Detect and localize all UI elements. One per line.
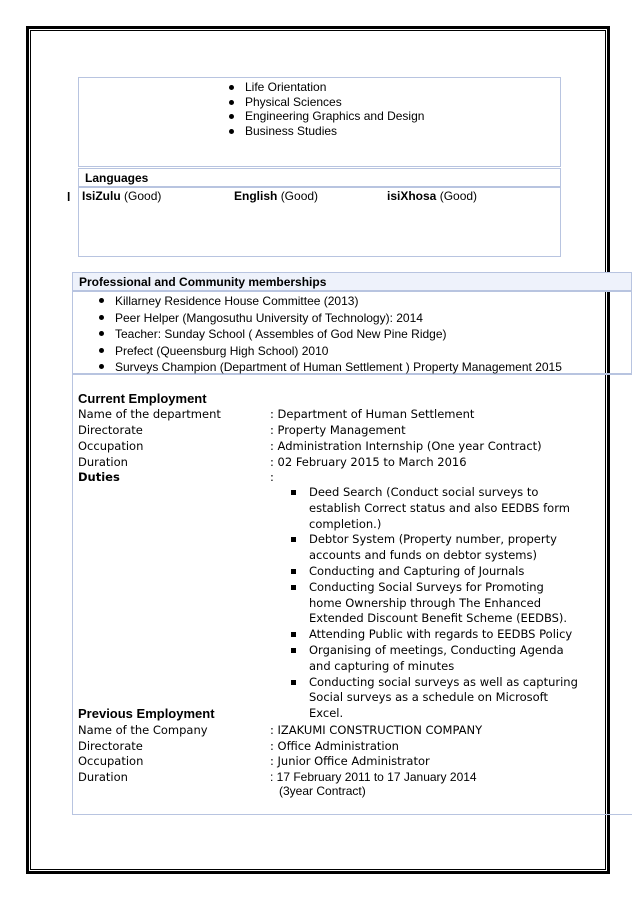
language-item-isizulu	[82, 189, 161, 203]
previous-field-label: Duration	[78, 770, 128, 784]
duty-item: Deed Search (Conduct social surveys to establish Correct status and also EEDBS form completion.)	[290, 485, 580, 532]
duties-list	[290, 485, 580, 722]
previous-field-label: Directorate	[78, 739, 143, 753]
previous-employment-title: Previous Employment	[78, 706, 215, 721]
current-field-value: : Property Management	[270, 423, 406, 437]
subject-item: Business Studies	[228, 124, 424, 139]
previous-field-value: : 17 February 2011 to 17 January 2014	[270, 770, 477, 784]
language-level: (Good)	[439, 189, 478, 203]
language-name: isiXhosa	[387, 189, 437, 203]
previous-field-value: : Junior Office Administrator	[270, 754, 430, 768]
subject-item: Life Orientation	[228, 80, 424, 95]
language-item-english	[234, 189, 318, 203]
current-field-value: : Administration Internship (One year Contract)	[270, 439, 542, 453]
previous-field-label: Occupation	[78, 754, 144, 768]
membership-item: Peer Helper (Mangosuthu University of Technology): 2014	[98, 310, 562, 327]
duties-label: Duties	[78, 470, 120, 484]
previous-field-value: : Office Administration	[270, 739, 399, 753]
current-employment-title: Current Employment	[78, 391, 207, 406]
duties-colon: :	[270, 470, 274, 484]
memberships-header: Professional and Community memberships	[72, 272, 632, 291]
membership-item: Teacher: Sunday School ( Assembles of God New Pine Ridge)	[98, 326, 562, 343]
subject-item: Physical Sciences	[228, 95, 424, 110]
language-item-isixhosa	[387, 189, 477, 203]
current-field-value: : 02 February 2015 to March 2016	[270, 455, 467, 469]
current-field-label: Duration	[78, 455, 128, 469]
previous-field-label: Name of the Company	[78, 723, 208, 737]
current-field-label: Directorate	[78, 423, 143, 437]
previous-duration-note: (3year Contract)	[279, 784, 366, 798]
memberships-list	[98, 293, 562, 376]
current-field-label: Name of the department	[78, 407, 221, 421]
language-name: IsiZulu	[82, 189, 121, 203]
membership-item: Killarney Residence House Committee (2013)	[98, 293, 562, 310]
current-field-value: : Department of Human Settlement	[270, 407, 475, 421]
language-level: (Good)	[280, 189, 319, 203]
duty-item: Attending Public with regards to EEDBS Policy	[290, 627, 580, 643]
duty-item: Conducting and Capturing of Journals	[290, 564, 580, 580]
language-name: English	[234, 189, 278, 203]
duty-item: Conducting social surveys as well as capturing Social surveys as a schedule on Microsoft Excel.	[290, 675, 580, 722]
membership-item: Prefect (Queensburg High School) 2010	[98, 343, 562, 360]
duty-item: Debtor System (Property number, property accounts and funds on debtor systems)	[290, 532, 580, 564]
membership-item: Surveys Champion (Department of Human Settlement ) Property Management 2015	[98, 359, 562, 376]
languages-marker: l	[67, 190, 71, 204]
languages-header: Languages	[78, 168, 561, 187]
language-level: (Good)	[124, 189, 162, 203]
current-field-label: Occupation	[78, 439, 144, 453]
duty-item: Conducting Social Surveys for Promoting home Ownership through The Enhanced Extended Discount Benefit Scheme (EEDBS).	[290, 580, 580, 627]
subject-item: Engineering Graphics and Design	[228, 109, 424, 124]
subjects-list	[228, 80, 424, 138]
duty-item: Organising of meetings, Conducting Agenda and capturing of minutes	[290, 643, 580, 675]
previous-field-value: : IZAKUMI CONSTRUCTION COMPANY	[270, 723, 483, 737]
